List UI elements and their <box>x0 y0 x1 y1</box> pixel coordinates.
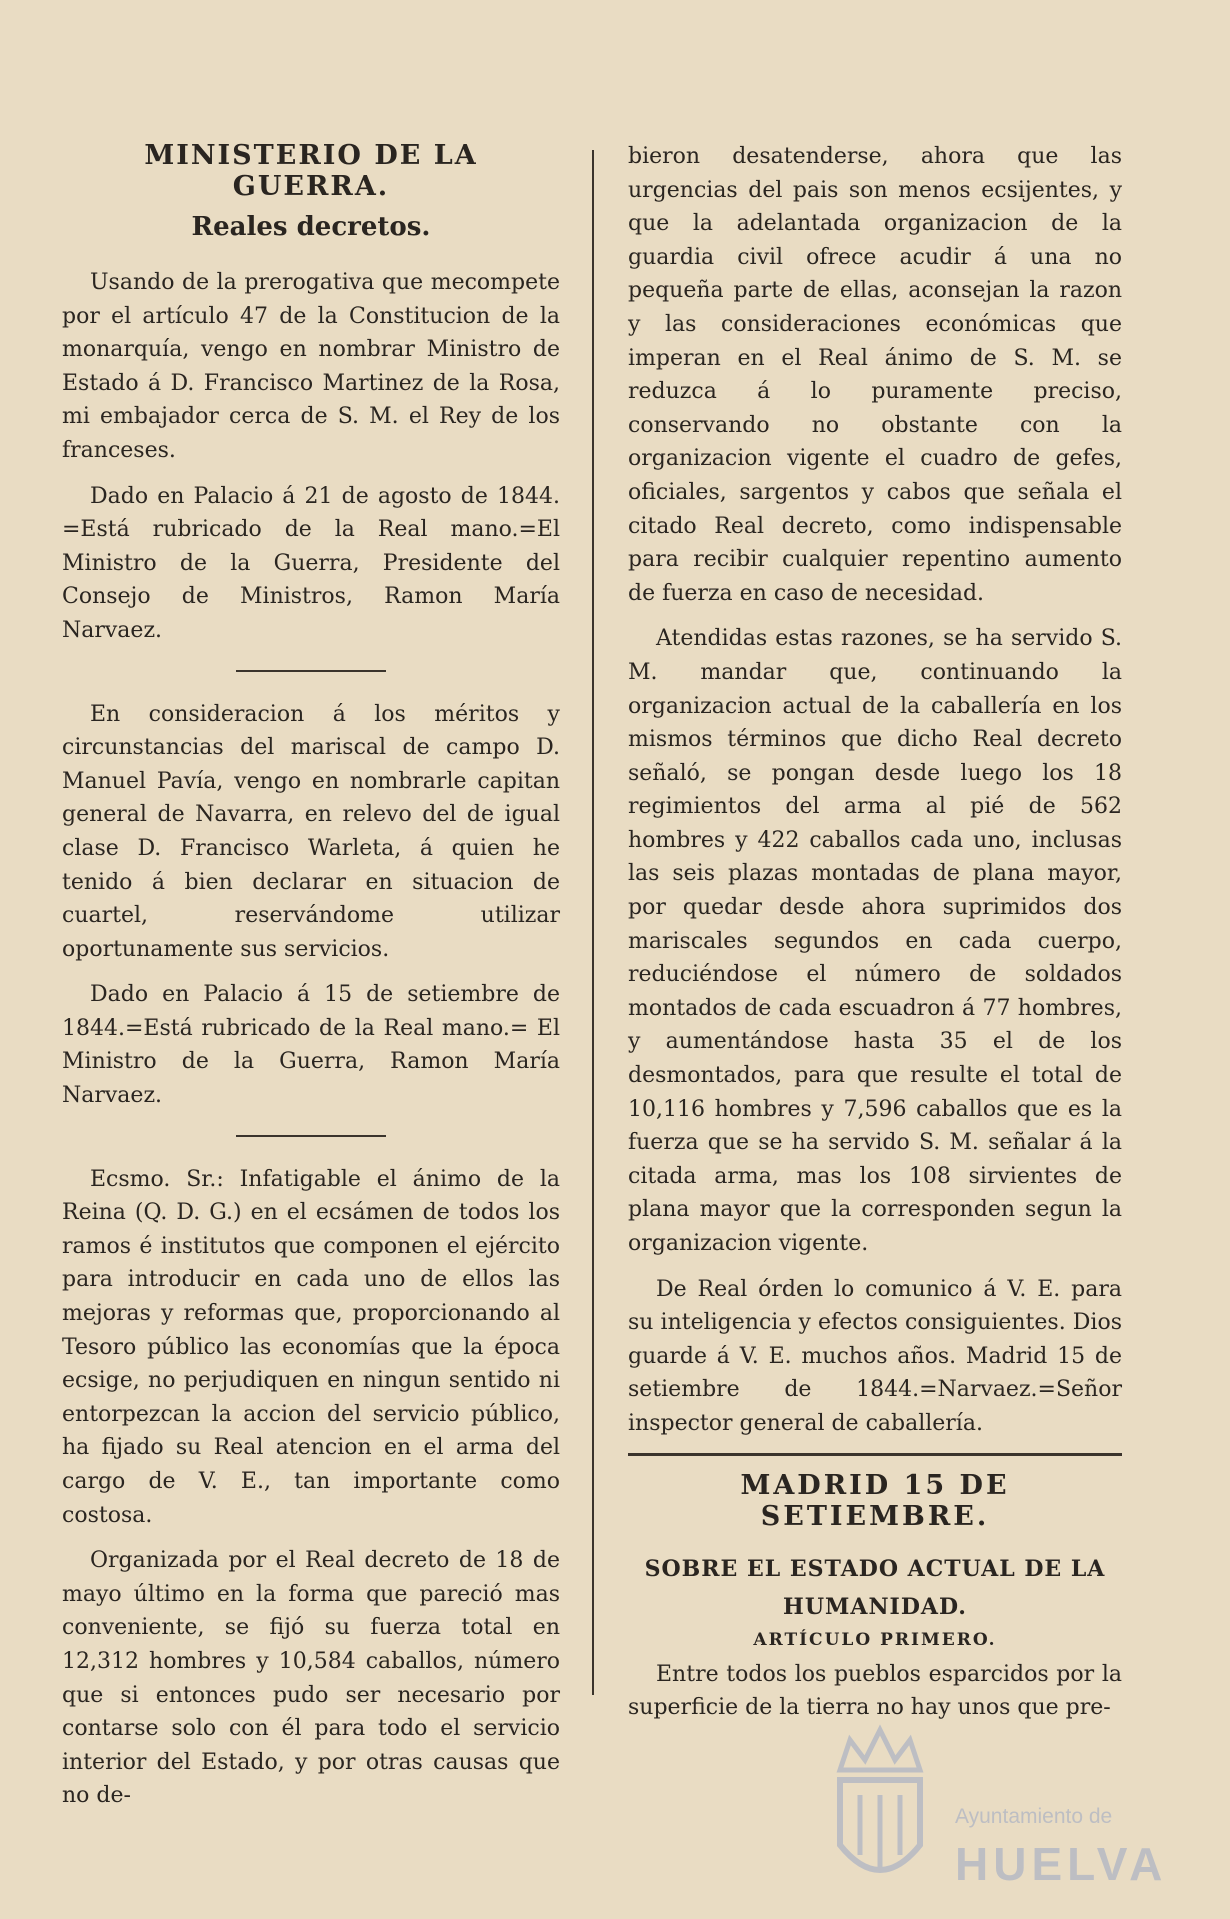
order-continued-paragraph: bieron desatenderse, ahora que las urgencias del pais son menos ecsijentes, y que la adelantada organizacion de la guardia civil ofrece acudir á una no pequeña parte de ellas, aconsejan la razon y las consideraciones económicas que imperan en el Real ánimo de S. M. se reduzca á lo puramente preciso, conservando no obstante con la organizacion vigente el cuadro de gefes, oficiales, sargentos y cabos que señala el citado Real decreto, como indispensable para recibir cualquier repentino aumento de fuerza en caso de necesidad. <box>628 144 1122 606</box>
right-column <box>628 140 1122 1737</box>
decree1-paragraph1: Usando de la prerogativa que mecompete por el artículo 47 de la Constitucion de la monarquía, vengo en nombrar Ministro de Estado á D. Francisco Martinez de la Rosa, mi embajador cerca de S. M. el Rey de los franceses. <box>62 270 560 463</box>
huelva-watermark-logo <box>820 1715 1168 1900</box>
article-number: ARTÍCULO PRIMERO. <box>753 1629 997 1650</box>
article-paragraph: Entre todos los pueblos esparcidos por la superficie de la tierra no hay unos que pre- <box>628 1661 1122 1721</box>
decree2-paragraph2: Dado en Palacio á 15 de setiembre de 1844.=Está rubricado de la Real mano.= El Ministro de la Guerra, Ramon María Narvaez. <box>62 982 560 1109</box>
left-column <box>62 140 560 1825</box>
order-paragraph1: Ecsmo. Sr.: Infatigable el ánimo de la Reina (Q. D. G.) en el ecsámen de todos los ramos é institutos que componen el ejército para introducir en cada uno de ellos las mejoras y reformas que, proporcionando al Tesoro público las economías que la época ecsige, no perjudiquen en ningun sentido ni entorpezcan la accion del servicio público, ha fijado su Real atencion en el arma del cargo de V. E., tan importante como costosa. <box>62 1166 560 1528</box>
section-heading: MINISTERIO DE LA GUERRA. <box>144 140 478 202</box>
date-title: MADRID 15 DE SETIEMBRE. <box>740 1469 1010 1532</box>
order-paragraph4: De Real órden lo comunico á V. E. para su inteligencia y efectos consiguientes. Dios guarde á V. E. muchos años. Madrid 15 de setiembre de 1844.=Narvaez.=Señor inspector general de caballería. <box>628 1276 1122 1436</box>
section-rule <box>628 1453 1122 1456</box>
order-paragraph2: Organizada por el Real decreto de 18 de mayo último en la forma que pareció mas conveniente, se fijó su fuerza total en 12,312 hombres y 10,584 caballos, número que si entonces pudo ser necesario por contarse solo con él para todo el servicio interior del Estado, y por otras causas que no de- <box>62 1548 560 1809</box>
watermark-line2: HUELVA <box>955 1838 1168 1890</box>
separator-rule <box>236 670 386 672</box>
decree1-paragraph2: Dado en Palacio á 21 de agosto de 1844. =Está rubricado de la Real mano.=El Ministro de la Guerra, Presidente del Consejo de Ministros, Ramon María Narvaez. <box>62 483 560 643</box>
article-title-line1: SOBRE EL ESTADO ACTUAL DE LA <box>644 1555 1106 1582</box>
column-divider <box>592 150 594 1695</box>
order-paragraph3: Atendidas estas razones, se ha servido S. M. mandar que, continuando la organizacion actual de la caballería en los mismos términos que dicho Real decreto señaló, se pongan desde luego los 18 regimientos del arma al pié de 562 hombres y 422 caballos cada uno, inclusas las seis plazas montadas de plana mayor, por quedar desde ahora suprimidos dos mariscales segundos en cada cuerpo, reduciéndose el número de soldados montados de cada escuadron á 77 hombres, y aumentándose hasta 35 el de los desmontados, para que resulte el total de 10,116 hombres y 7,596 caballos que es la fuerza que se ha servido S. M. señalar á la citada arma, mas los 108 sirvientes de plana mayor que la corresponden segun la organizacion vigente. <box>628 626 1122 1256</box>
article-title-line2: HUMANIDAD. <box>783 1593 967 1620</box>
crown-shield-icon <box>820 1715 940 1900</box>
section-subheading: Reales decretos. <box>191 212 431 242</box>
decree2-paragraph1: En consideracion á los méritos y circunstancias del mariscal de campo D. Manuel Pavía, vengo en nombrarle capitan general de Navarra, en relevo del de igual clase D. Francisco Warleta, á quien he tenido á bien declarar en situacion de cuartel, reservándome utilizar oportunamente sus servicios. <box>62 701 560 962</box>
watermark-line1: Ayuntamiento de <box>955 1805 1113 1828</box>
separator-rule <box>236 1135 386 1137</box>
